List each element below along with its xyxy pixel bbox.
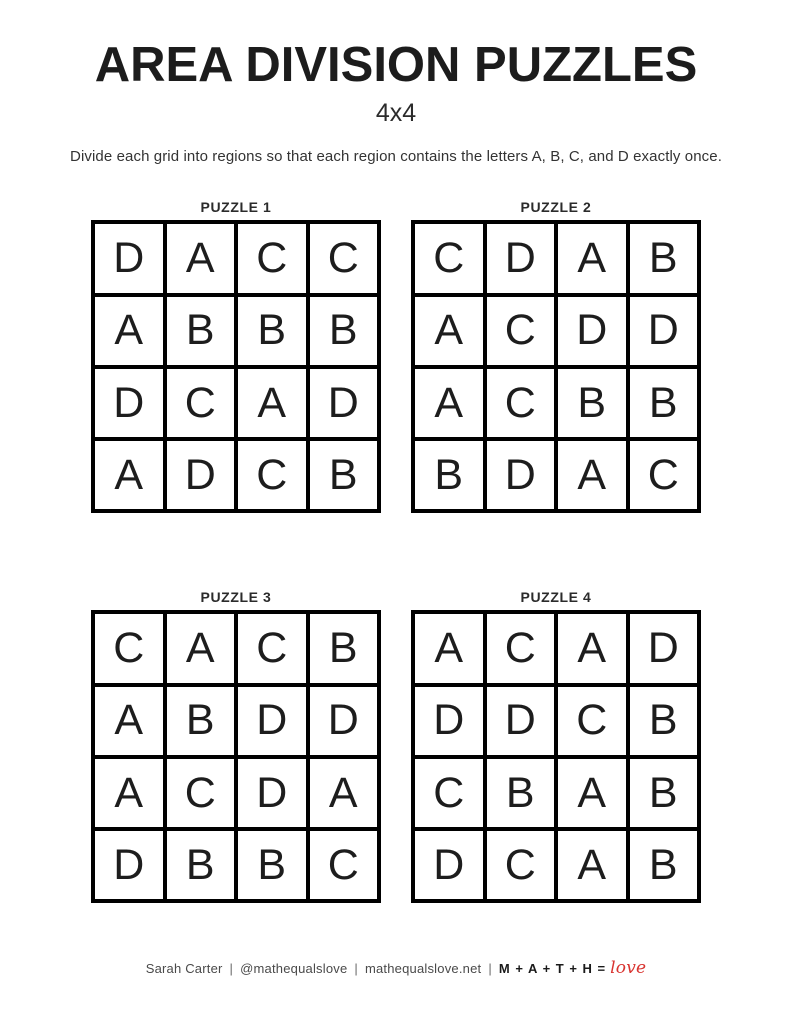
puzzle-cell: B	[413, 439, 485, 511]
puzzle-cell: C	[165, 367, 237, 439]
puzzle-cell: B	[628, 829, 700, 901]
instructions-text: Divide each grid into regions so that each region contains the letters A, B, C, and D exactly once.	[70, 148, 722, 166]
author-name: Sarah Carter	[145, 961, 223, 976]
puzzle-1-grid	[91, 220, 381, 513]
brand-love-script: love	[610, 958, 647, 978]
page-title: AREA DIVISION PUZZLES	[94, 38, 698, 92]
puzzle-cell: C	[485, 612, 557, 684]
worksheet-header	[0, 0, 792, 165]
puzzle-1-label: PUZZLE 1	[200, 199, 272, 216]
puzzle-cell: D	[93, 367, 165, 439]
puzzle-cell: B	[628, 367, 700, 439]
puzzle-cell: B	[165, 685, 237, 757]
puzzle-cell: A	[556, 612, 628, 684]
puzzle-cell: C	[236, 222, 308, 294]
puzzle-cell: A	[556, 757, 628, 829]
puzzle-cell: D	[413, 829, 485, 901]
separator: |	[229, 961, 234, 976]
puzzle-cell: B	[308, 295, 380, 367]
puzzle-cell: D	[628, 612, 700, 684]
puzzles-grid-container	[0, 199, 792, 903]
separator: |	[354, 961, 358, 976]
footer-byline	[0, 958, 792, 978]
puzzle-cell: D	[485, 685, 557, 757]
puzzle-2-block	[411, 199, 701, 513]
separator: |	[488, 961, 492, 976]
puzzle-cell: C	[485, 295, 557, 367]
puzzle-cell: A	[165, 612, 237, 684]
puzzle-cell: C	[93, 612, 165, 684]
puzzle-cell: D	[485, 222, 557, 294]
puzzle-2-grid	[411, 220, 701, 513]
puzzle-cell: A	[556, 439, 628, 511]
puzzle-cell: C	[485, 367, 557, 439]
puzzle-cell: B	[308, 612, 380, 684]
puzzle-cell: A	[413, 367, 485, 439]
puzzle-cell: D	[413, 685, 485, 757]
puzzle-4-grid	[411, 610, 701, 903]
puzzle-cell: C	[308, 222, 380, 294]
puzzle-cell: A	[413, 295, 485, 367]
puzzle-cell: D	[308, 367, 380, 439]
puzzle-cell: A	[93, 295, 165, 367]
puzzle-cell: D	[308, 685, 380, 757]
puzzle-cell: B	[556, 367, 628, 439]
puzzle-cell: D	[485, 439, 557, 511]
puzzle-cell: B	[308, 439, 380, 511]
puzzle-cell: D	[236, 757, 308, 829]
brand-math-text: M + A + T + H =	[498, 961, 607, 976]
puzzle-cell: B	[165, 295, 237, 367]
puzzle-cell: B	[485, 757, 557, 829]
puzzle-3-block	[91, 589, 381, 903]
puzzle-cell: C	[485, 829, 557, 901]
puzzle-cell: C	[165, 757, 237, 829]
puzzle-cell: A	[308, 757, 380, 829]
puzzle-4-label: PUZZLE 4	[520, 589, 592, 606]
puzzle-cell: D	[236, 685, 308, 757]
puzzle-cell: C	[308, 829, 380, 901]
puzzle-cell: A	[93, 685, 165, 757]
puzzle-4-block	[411, 589, 701, 903]
puzzle-cell: B	[236, 295, 308, 367]
puzzle-cell: C	[236, 612, 308, 684]
puzzle-3-label: PUZZLE 3	[200, 589, 272, 606]
puzzle-cell: C	[628, 439, 700, 511]
puzzle-cell: B	[165, 829, 237, 901]
puzzle-cell: D	[93, 829, 165, 901]
puzzle-2-label: PUZZLE 2	[520, 199, 592, 216]
puzzle-cell: A	[413, 612, 485, 684]
puzzle-cell: C	[236, 439, 308, 511]
puzzle-cell: D	[165, 439, 237, 511]
puzzle-cell: C	[556, 685, 628, 757]
website-url: mathequalslove.net	[364, 961, 482, 976]
puzzle-cell: B	[628, 222, 700, 294]
puzzle-cell: B	[628, 685, 700, 757]
puzzle-cell: C	[413, 222, 485, 294]
puzzle-cell: D	[556, 295, 628, 367]
puzzle-cell: D	[628, 295, 700, 367]
puzzle-cell: A	[556, 829, 628, 901]
puzzle-cell: B	[628, 757, 700, 829]
puzzle-cell: A	[236, 367, 308, 439]
page-subtitle: 4x4	[375, 99, 417, 128]
puzzle-cell: C	[413, 757, 485, 829]
social-handle: @mathequalslove	[240, 961, 348, 976]
puzzle-cell: B	[236, 829, 308, 901]
puzzle-cell: A	[93, 757, 165, 829]
puzzle-cell: A	[556, 222, 628, 294]
puzzle-cell: A	[93, 439, 165, 511]
puzzle-cell: A	[165, 222, 237, 294]
puzzle-cell: D	[93, 222, 165, 294]
puzzle-3-grid	[91, 610, 381, 903]
puzzle-1-block	[91, 199, 381, 513]
